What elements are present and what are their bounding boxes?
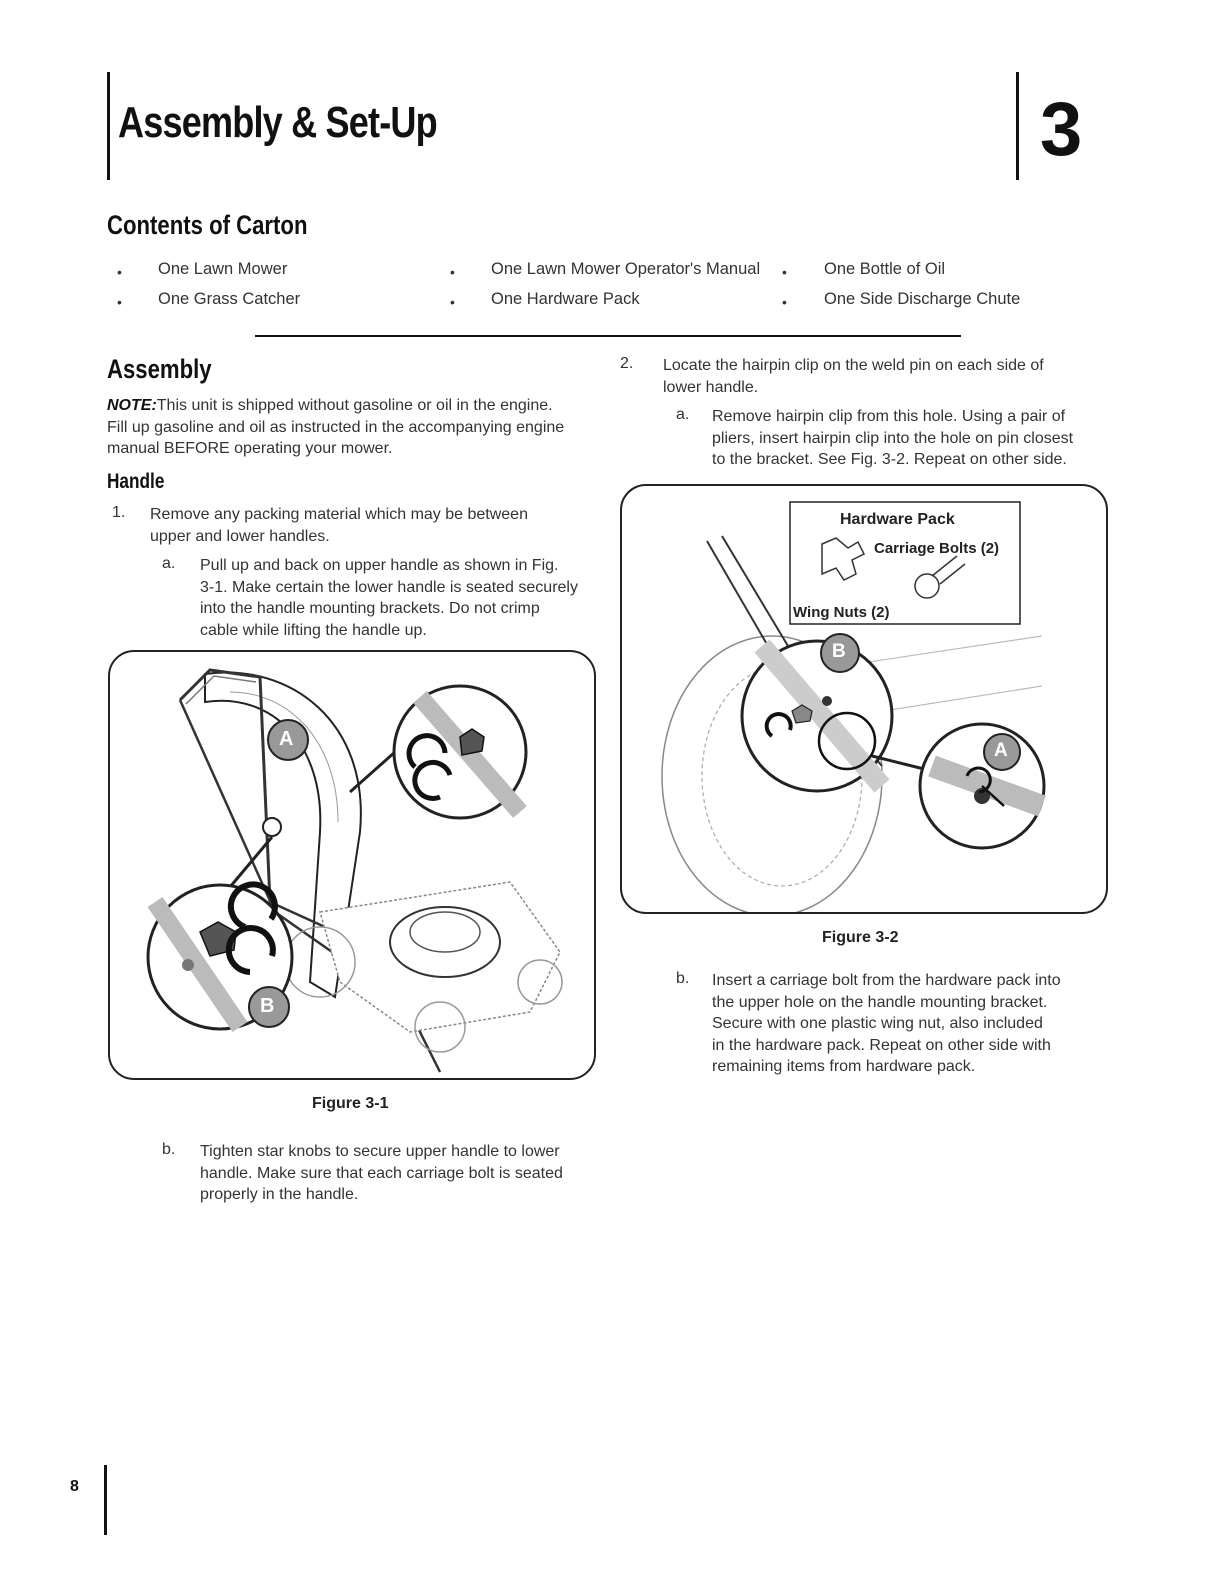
hardware-pack-title: Hardware Pack bbox=[840, 511, 955, 528]
section-divider bbox=[255, 335, 961, 337]
step-2-text: Locate the hairpin clip on the weld pin on each side of lower handle. bbox=[663, 357, 1044, 396]
step-2a-label: a. bbox=[676, 406, 690, 423]
bullet: • bbox=[782, 294, 787, 310]
figure-1-callout-a: A bbox=[279, 728, 294, 750]
figure-3-2-caption: Figure 3-2 bbox=[822, 929, 899, 946]
note-line-1: NOTE:This unit is shipped without gasoline or oil in the engine. bbox=[107, 397, 553, 414]
note-line-2: Fill up gasoline and oil as instructed in the accompanying engine bbox=[107, 418, 565, 436]
hairpin-clip-illustration bbox=[622, 486, 1108, 914]
assembly-heading: Assembly bbox=[107, 354, 212, 384]
note-line-3: manual BEFORE operating your mower. bbox=[107, 440, 393, 457]
figure-3-2 bbox=[620, 484, 1108, 914]
chapter-rule bbox=[1016, 72, 1019, 180]
handle-heading: Handle bbox=[107, 470, 165, 493]
bullet: • bbox=[450, 294, 455, 310]
step-1b-text: Tighten star knobs to secure upper handle to lower handle. Make sure that each carriage bolt is seated properly in the handle. bbox=[200, 1143, 563, 1203]
figure-3-1 bbox=[108, 650, 596, 1080]
chapter-number: 3 bbox=[1040, 87, 1083, 172]
contents-heading: Contents of Carton bbox=[107, 210, 308, 240]
bullet: • bbox=[450, 264, 455, 280]
carton-item-lawn-mower: One Lawn Mower bbox=[158, 260, 288, 278]
step-1a-label: a. bbox=[162, 555, 176, 572]
step-2-number: 2. bbox=[620, 355, 634, 372]
wing-nuts-label: Wing Nuts (2) bbox=[793, 604, 890, 621]
carriage-bolts-label: Carriage Bolts (2) bbox=[874, 540, 1000, 557]
figure-2-callout-b: B bbox=[832, 641, 846, 662]
figure-2-callout-a: A bbox=[994, 740, 1008, 761]
carton-item-manual: One Lawn Mower Operator's Manual bbox=[491, 260, 761, 278]
carton-item-grass-catcher: One Grass Catcher bbox=[158, 290, 301, 308]
mower-handle-illustration bbox=[110, 652, 596, 1080]
carton-item-oil: One Bottle of Oil bbox=[824, 260, 946, 278]
step-1-number: 1. bbox=[112, 504, 126, 521]
title-rule bbox=[107, 72, 110, 180]
step-1b-label: b. bbox=[162, 1141, 176, 1158]
step-1a-text: Pull up and back on upper handle as shown in Fig. 3-1. Make certain the lower handle is seated securely into the handle mounting brackets. Do not crimp cable while lifting the handle up. bbox=[200, 557, 578, 639]
figure-3-1-caption: Figure 3-1 bbox=[312, 1095, 389, 1112]
carton-item-hardware-pack: One Hardware Pack bbox=[491, 290, 640, 308]
step-2b-text: Insert a carriage bolt from the hardware pack into the upper hole on the handle mounting bracket. Secure with one plastic wing nut, also included in the hardware pack. Repeat on other side with remaining items from hardware pack. bbox=[712, 972, 1061, 1075]
bullet: • bbox=[117, 264, 122, 280]
figure-1-callout-b: B bbox=[260, 995, 275, 1017]
footer-rule bbox=[104, 1465, 107, 1535]
bullet: • bbox=[117, 294, 122, 310]
note-label: NOTE: bbox=[107, 397, 157, 414]
step-2a-text: Remove hairpin clip from this hole. Using a pair of pliers, insert hairpin clip into the hole on pin closest to the bracket. See Fig. 3-2. Repeat on other side. bbox=[712, 408, 1074, 468]
step-1-text: Remove any packing material which may be between upper and lower handles. bbox=[150, 506, 528, 545]
bullet: • bbox=[782, 264, 787, 280]
step-2b-label: b. bbox=[676, 970, 690, 987]
page-title: Assembly & Set-Up bbox=[118, 98, 437, 147]
carton-item-discharge-chute: One Side Discharge Chute bbox=[824, 290, 1021, 308]
note-paragraph bbox=[107, 395, 607, 460]
page-number: 8 bbox=[70, 1478, 79, 1495]
